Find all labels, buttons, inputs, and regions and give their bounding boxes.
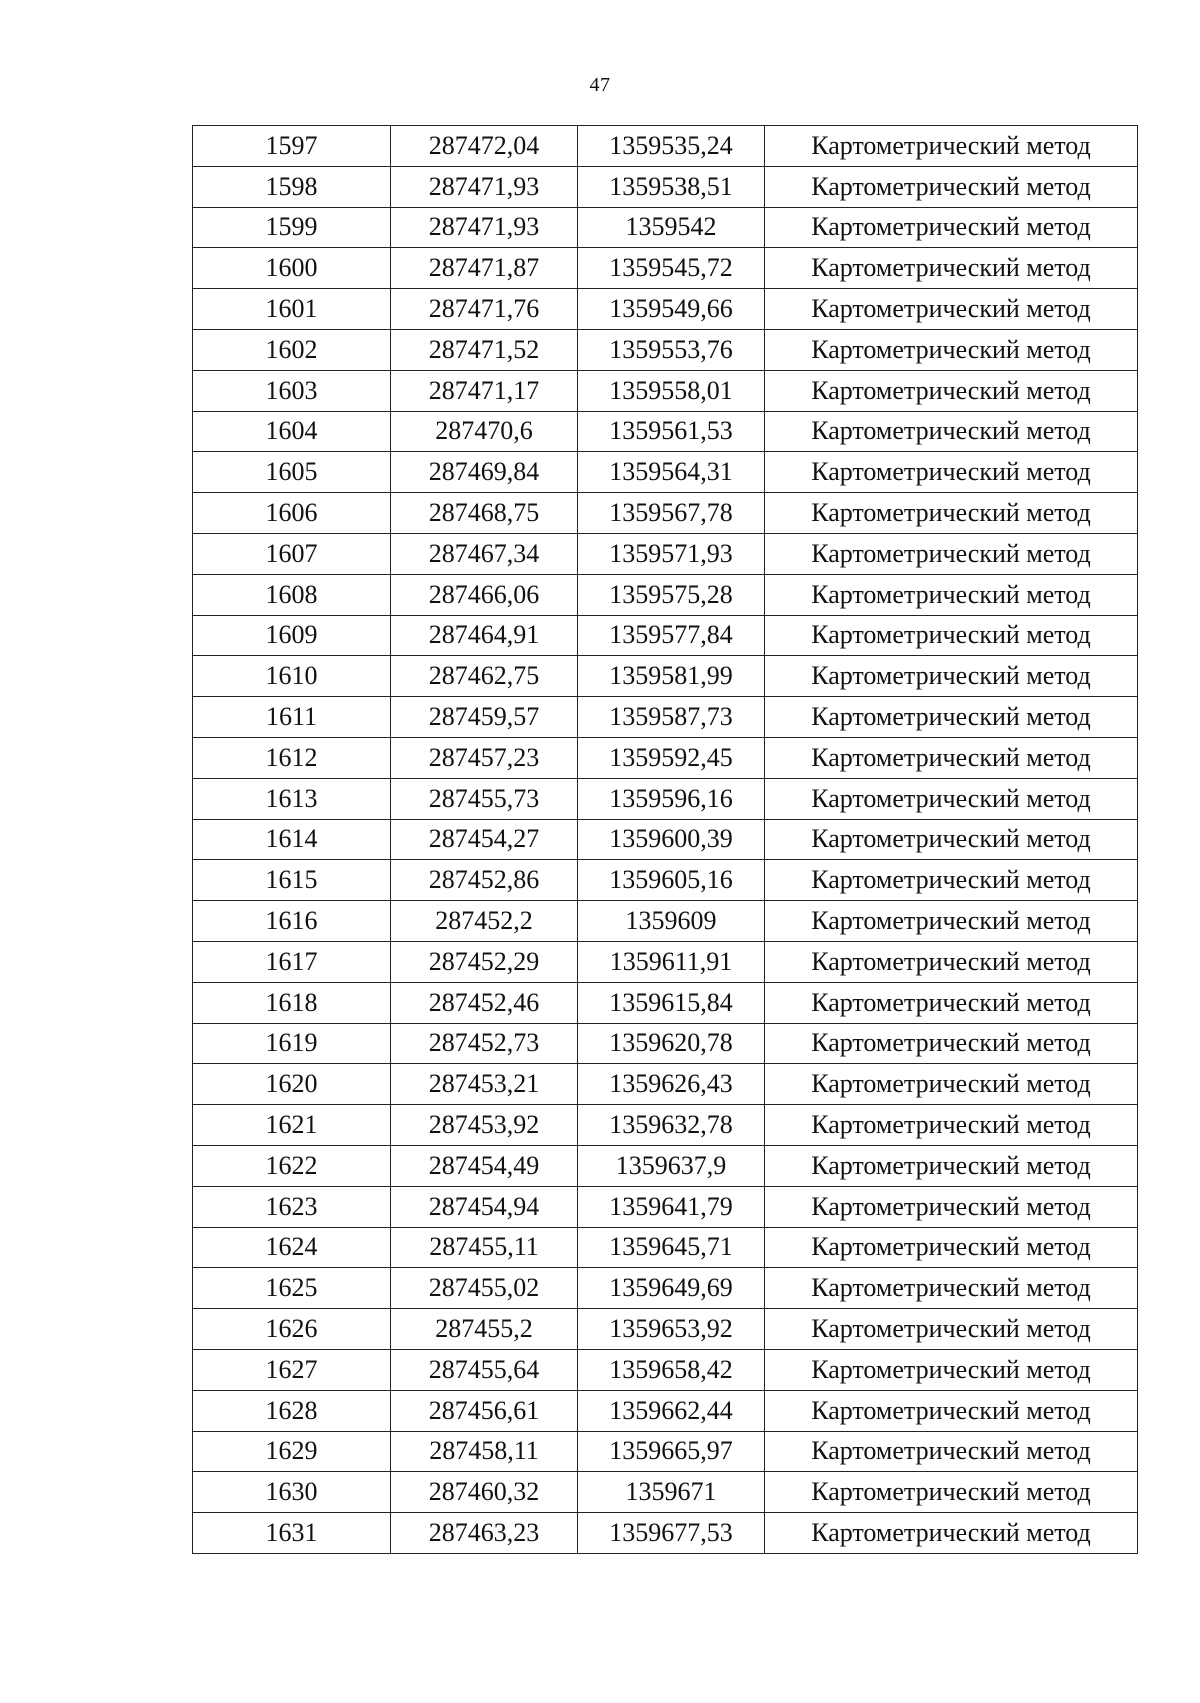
method-cell: Картометрический метод — [765, 1227, 1138, 1268]
y-coordinate-cell: 1359641,79 — [578, 1186, 765, 1227]
x-coordinate-cell: 287464,91 — [391, 615, 578, 656]
y-coordinate-cell: 1359620,78 — [578, 1023, 765, 1064]
y-coordinate-cell: 1359605,16 — [578, 860, 765, 901]
table-row — [193, 207, 1138, 248]
point-number-cell: 1630 — [193, 1472, 391, 1513]
y-coordinate-cell: 1359592,45 — [578, 737, 765, 778]
point-number-cell: 1610 — [193, 656, 391, 697]
point-number-cell: 1624 — [193, 1227, 391, 1268]
x-coordinate-cell: 287460,32 — [391, 1472, 578, 1513]
table-row — [193, 860, 1138, 901]
method-cell: Картометрический метод — [765, 574, 1138, 615]
x-coordinate-cell: 287471,76 — [391, 289, 578, 330]
table-row — [193, 1472, 1138, 1513]
table-row — [193, 1105, 1138, 1146]
table-row — [193, 615, 1138, 656]
x-coordinate-cell: 287469,84 — [391, 452, 578, 493]
x-coordinate-cell: 287455,11 — [391, 1227, 578, 1268]
method-cell: Картометрический метод — [765, 1349, 1138, 1390]
y-coordinate-cell: 1359542 — [578, 207, 765, 248]
method-cell: Картометрический метод — [765, 697, 1138, 738]
table-row — [193, 248, 1138, 289]
x-coordinate-cell: 287471,93 — [391, 166, 578, 207]
table-row — [193, 1268, 1138, 1309]
table-row — [193, 452, 1138, 493]
point-number-cell: 1620 — [193, 1064, 391, 1105]
point-number-cell: 1597 — [193, 126, 391, 167]
point-number-cell: 1619 — [193, 1023, 391, 1064]
table-row — [193, 819, 1138, 860]
y-coordinate-cell: 1359626,43 — [578, 1064, 765, 1105]
y-coordinate-cell: 1359677,53 — [578, 1513, 765, 1554]
table-row — [193, 901, 1138, 942]
point-number-cell: 1612 — [193, 737, 391, 778]
point-number-cell: 1605 — [193, 452, 391, 493]
x-coordinate-cell: 287472,04 — [391, 126, 578, 167]
method-cell: Картометрический метод — [765, 656, 1138, 697]
point-number-cell: 1603 — [193, 370, 391, 411]
table-row — [193, 166, 1138, 207]
method-cell: Картометрический метод — [765, 737, 1138, 778]
table-row — [193, 1513, 1138, 1554]
y-coordinate-cell: 1359564,31 — [578, 452, 765, 493]
table-row — [193, 1431, 1138, 1472]
point-number-cell: 1606 — [193, 493, 391, 534]
y-coordinate-cell: 1359658,42 — [578, 1349, 765, 1390]
point-number-cell: 1601 — [193, 289, 391, 330]
method-cell: Картометрический метод — [765, 819, 1138, 860]
method-cell: Картометрический метод — [765, 1105, 1138, 1146]
x-coordinate-cell: 287454,49 — [391, 1145, 578, 1186]
y-coordinate-cell: 1359571,93 — [578, 533, 765, 574]
method-cell: Картометрический метод — [765, 329, 1138, 370]
y-coordinate-cell: 1359553,76 — [578, 329, 765, 370]
method-cell: Картометрический метод — [765, 1268, 1138, 1309]
method-cell: Картометрический метод — [765, 615, 1138, 656]
x-coordinate-cell: 287471,17 — [391, 370, 578, 411]
x-coordinate-cell: 287452,86 — [391, 860, 578, 901]
y-coordinate-cell: 1359665,97 — [578, 1431, 765, 1472]
table-row — [193, 1349, 1138, 1390]
table-row — [193, 411, 1138, 452]
point-number-cell: 1616 — [193, 901, 391, 942]
x-coordinate-cell: 287459,57 — [391, 697, 578, 738]
table-row — [193, 737, 1138, 778]
method-cell: Картометрический метод — [765, 1145, 1138, 1186]
x-coordinate-cell: 287453,92 — [391, 1105, 578, 1146]
y-coordinate-cell: 1359653,92 — [578, 1309, 765, 1350]
y-coordinate-cell: 1359632,78 — [578, 1105, 765, 1146]
x-coordinate-cell: 287455,64 — [391, 1349, 578, 1390]
y-coordinate-cell: 1359567,78 — [578, 493, 765, 534]
table-row — [193, 1309, 1138, 1350]
x-coordinate-cell: 287466,06 — [391, 574, 578, 615]
table-row — [193, 1064, 1138, 1105]
method-cell: Картометрический метод — [765, 452, 1138, 493]
method-cell: Картометрический метод — [765, 126, 1138, 167]
point-number-cell: 1600 — [193, 248, 391, 289]
y-coordinate-cell: 1359587,73 — [578, 697, 765, 738]
table-row — [193, 574, 1138, 615]
method-cell: Картометрический метод — [765, 1309, 1138, 1350]
x-coordinate-cell: 287452,46 — [391, 982, 578, 1023]
point-number-cell: 1607 — [193, 533, 391, 574]
y-coordinate-cell: 1359577,84 — [578, 615, 765, 656]
x-coordinate-cell: 287467,34 — [391, 533, 578, 574]
y-coordinate-cell: 1359581,99 — [578, 656, 765, 697]
x-coordinate-cell: 287458,11 — [391, 1431, 578, 1472]
x-coordinate-cell: 287468,75 — [391, 493, 578, 534]
point-number-cell: 1613 — [193, 778, 391, 819]
x-coordinate-cell: 287455,2 — [391, 1309, 578, 1350]
y-coordinate-cell: 1359558,01 — [578, 370, 765, 411]
table-row — [193, 329, 1138, 370]
method-cell: Картометрический метод — [765, 901, 1138, 942]
point-number-cell: 1621 — [193, 1105, 391, 1146]
point-number-cell: 1614 — [193, 819, 391, 860]
table-row — [193, 289, 1138, 330]
x-coordinate-cell: 287470,6 — [391, 411, 578, 452]
point-number-cell: 1622 — [193, 1145, 391, 1186]
point-number-cell: 1604 — [193, 411, 391, 452]
y-coordinate-cell: 1359649,69 — [578, 1268, 765, 1309]
method-cell: Картометрический метод — [765, 1390, 1138, 1431]
method-cell: Картометрический метод — [765, 248, 1138, 289]
x-coordinate-cell: 287454,27 — [391, 819, 578, 860]
y-coordinate-cell: 1359671 — [578, 1472, 765, 1513]
table-row — [193, 1023, 1138, 1064]
y-coordinate-cell: 1359600,39 — [578, 819, 765, 860]
x-coordinate-cell: 287452,73 — [391, 1023, 578, 1064]
y-coordinate-cell: 1359545,72 — [578, 248, 765, 289]
table-row — [193, 1227, 1138, 1268]
method-cell: Картометрический метод — [765, 860, 1138, 901]
x-coordinate-cell: 287456,61 — [391, 1390, 578, 1431]
table-row — [193, 370, 1138, 411]
coordinates-table — [192, 125, 1138, 1554]
y-coordinate-cell: 1359549,66 — [578, 289, 765, 330]
x-coordinate-cell: 287471,52 — [391, 329, 578, 370]
x-coordinate-cell: 287463,23 — [391, 1513, 578, 1554]
table-row — [193, 941, 1138, 982]
y-coordinate-cell: 1359561,53 — [578, 411, 765, 452]
method-cell: Картометрический метод — [765, 207, 1138, 248]
point-number-cell: 1618 — [193, 982, 391, 1023]
method-cell: Картометрический метод — [765, 1472, 1138, 1513]
x-coordinate-cell: 287452,29 — [391, 941, 578, 982]
table-row — [193, 126, 1138, 167]
x-coordinate-cell: 287457,23 — [391, 737, 578, 778]
coordinates-table-body — [193, 126, 1138, 1554]
point-number-cell: 1611 — [193, 697, 391, 738]
x-coordinate-cell: 287462,75 — [391, 656, 578, 697]
x-coordinate-cell: 287471,93 — [391, 207, 578, 248]
table-row — [193, 697, 1138, 738]
x-coordinate-cell: 287455,02 — [391, 1268, 578, 1309]
point-number-cell: 1602 — [193, 329, 391, 370]
table-row — [193, 1145, 1138, 1186]
y-coordinate-cell: 1359535,24 — [578, 126, 765, 167]
y-coordinate-cell: 1359645,71 — [578, 1227, 765, 1268]
method-cell: Картометрический метод — [765, 982, 1138, 1023]
y-coordinate-cell: 1359611,91 — [578, 941, 765, 982]
point-number-cell: 1627 — [193, 1349, 391, 1390]
method-cell: Картометрический метод — [765, 1186, 1138, 1227]
table-row — [193, 778, 1138, 819]
y-coordinate-cell: 1359637,9 — [578, 1145, 765, 1186]
x-coordinate-cell: 287455,73 — [391, 778, 578, 819]
method-cell: Картометрический метод — [765, 289, 1138, 330]
point-number-cell: 1608 — [193, 574, 391, 615]
point-number-cell: 1629 — [193, 1431, 391, 1472]
y-coordinate-cell: 1359596,16 — [578, 778, 765, 819]
y-coordinate-cell: 1359609 — [578, 901, 765, 942]
table-row — [193, 533, 1138, 574]
point-number-cell: 1598 — [193, 166, 391, 207]
method-cell: Картометрический метод — [765, 533, 1138, 574]
method-cell: Картометрический метод — [765, 1513, 1138, 1554]
table-row — [193, 1186, 1138, 1227]
y-coordinate-cell: 1359538,51 — [578, 166, 765, 207]
method-cell: Картометрический метод — [765, 166, 1138, 207]
x-coordinate-cell: 287454,94 — [391, 1186, 578, 1227]
point-number-cell: 1626 — [193, 1309, 391, 1350]
x-coordinate-cell: 287453,21 — [391, 1064, 578, 1105]
y-coordinate-cell: 1359575,28 — [578, 574, 765, 615]
table-row — [193, 493, 1138, 534]
method-cell: Картометрический метод — [765, 1431, 1138, 1472]
point-number-cell: 1628 — [193, 1390, 391, 1431]
y-coordinate-cell: 1359662,44 — [578, 1390, 765, 1431]
point-number-cell: 1615 — [193, 860, 391, 901]
table-row — [193, 1390, 1138, 1431]
method-cell: Картометрический метод — [765, 941, 1138, 982]
table-row — [193, 656, 1138, 697]
method-cell: Картометрический метод — [765, 1023, 1138, 1064]
page-number: 47 — [589, 74, 611, 96]
y-coordinate-cell: 1359615,84 — [578, 982, 765, 1023]
point-number-cell: 1623 — [193, 1186, 391, 1227]
point-number-cell: 1609 — [193, 615, 391, 656]
x-coordinate-cell: 287471,87 — [391, 248, 578, 289]
method-cell: Картометрический метод — [765, 778, 1138, 819]
point-number-cell: 1599 — [193, 207, 391, 248]
method-cell: Картометрический метод — [765, 370, 1138, 411]
x-coordinate-cell: 287452,2 — [391, 901, 578, 942]
point-number-cell: 1625 — [193, 1268, 391, 1309]
point-number-cell: 1617 — [193, 941, 391, 982]
point-number-cell: 1631 — [193, 1513, 391, 1554]
method-cell: Картометрический метод — [765, 1064, 1138, 1105]
method-cell: Картометрический метод — [765, 411, 1138, 452]
table-row — [193, 982, 1138, 1023]
method-cell: Картометрический метод — [765, 493, 1138, 534]
